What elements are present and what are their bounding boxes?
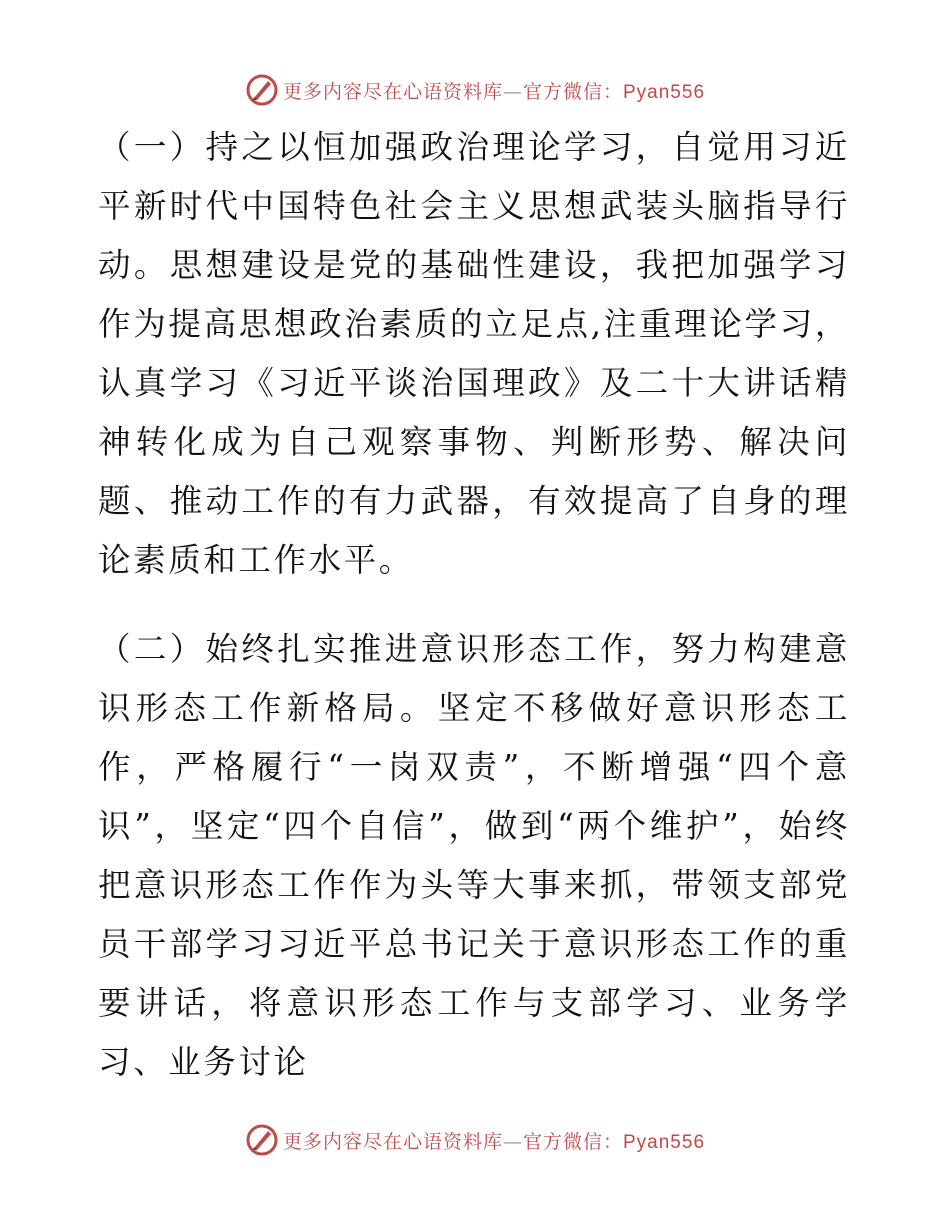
- watermark-dash: —: [502, 1130, 523, 1153]
- watermark-wechat-label: 官方微信：: [522, 1130, 623, 1153]
- watermark-prefix: 更多内容尽在心语资料库: [282, 80, 503, 103]
- quill-pen-circle-icon: [245, 73, 279, 107]
- quill-pen-circle-icon: [245, 1123, 279, 1157]
- watermark-wechat-label: 官方微信：: [522, 80, 623, 103]
- watermark-footer: [0, 1120, 950, 1160]
- paragraph-1: （一）持之以恒加强政治理论学习，自觉用习近平新时代中国特色社会主义思想武装头脑指导行动。思想建设是党的基础性建设，我把加强学习作为提高思想政治素质的立足点,注重理论学习，认真学习《习近平谈治国理政》及二十大讲话精神转化成为自己观察事物、判断形势、解决问题、推动工作的有力武器，有效提高了自身的理论素质和工作水平。: [98, 128, 850, 579]
- watermark-wechat-id: Pyan556: [623, 1131, 706, 1153]
- watermark-dash: —: [502, 80, 523, 103]
- paragraph-2: （二）始终扎实推进意识形态工作，努力构建意识形态工作新格局。坚定不移做好意识形态工作，严格履行“一岗双责”，不断增强“四个意识”，坚定“四个自信”，做到“两个维护”，始终把意识形态工作作为头等大事来抓，带领支部党员干部学习习近平总书记关于意识形态工作的重要讲话，将意识形态工作与支部学习、业务学习、业务讨论: [98, 630, 850, 1081]
- document-body: [98, 118, 850, 1122]
- watermark-text: [283, 1127, 705, 1154]
- watermark-wechat-id: Pyan556: [623, 81, 706, 103]
- watermark-header: [0, 70, 950, 110]
- watermark-text: [283, 77, 705, 104]
- watermark-prefix: 更多内容尽在心语资料库: [282, 1130, 503, 1153]
